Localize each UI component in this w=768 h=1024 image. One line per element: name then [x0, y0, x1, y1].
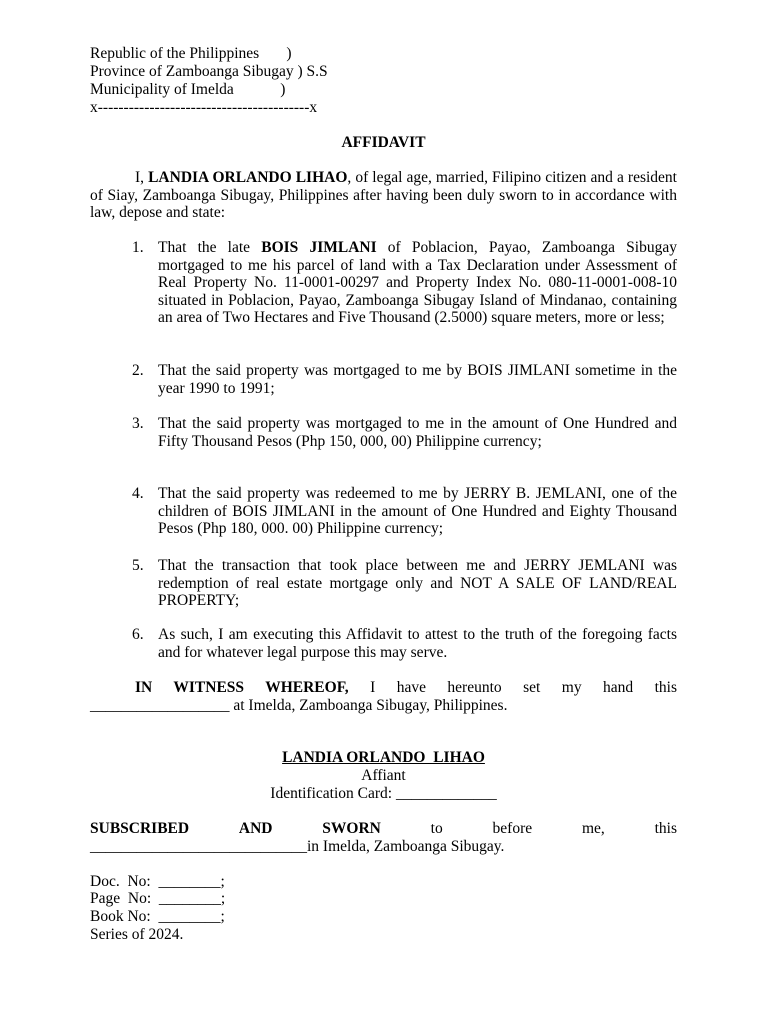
list-item-number: 4.	[132, 485, 144, 502]
list-item	[132, 239, 677, 327]
witness-line-2: __________________ at Imelda, Zamboanga Sibugay, Philippines.	[90, 697, 508, 714]
jurat-word: SUBSCRIBED	[90, 820, 190, 837]
book-no-line: Book No: ________;	[90, 908, 225, 925]
witness-line-1	[90, 679, 677, 697]
page-no-line: Page No: ________;	[90, 890, 226, 907]
affiant-label: Affiant	[361, 767, 406, 784]
intro-prefix: I,	[135, 169, 149, 186]
list-item-text: That the said property was mortgaged to me in the amount of One Hundred and Fifty Thousand Pesos (Php 150, 000, 00) Philippine currency;	[158, 415, 677, 450]
list-item-number: 6.	[132, 626, 144, 643]
list-item-text: That the said property was redeemed to me by JERRY B. JEMLANI, one of the children of BOIS JIMLANI in the amount of One Hundred and Eighty Thousand Pesos (Php 180, 000. 00) Philippine currency;	[158, 485, 677, 538]
affiant-name-intro: LANDIA ORLANDO LIHAO	[148, 169, 348, 186]
list-item	[132, 485, 677, 538]
venue-separator: x-----------------------------------------x	[90, 99, 318, 116]
jurat-word: me,	[581, 820, 605, 837]
list-item	[132, 415, 677, 450]
witness-text: I have hereunto set my hand this	[348, 679, 677, 696]
jurat-word: AND	[238, 820, 273, 837]
doc-no-line: Doc. No: ________;	[90, 873, 225, 890]
jurat-word: SWORN	[322, 820, 381, 837]
venue-line-3: Municipality of Imelda )	[90, 81, 286, 98]
intro-paragraph	[90, 169, 677, 222]
affiant-signature-name: LANDIA ORLANDO LIHAO	[282, 749, 485, 766]
list-item-bold: BOIS JIMLANI	[261, 239, 377, 256]
jurat-word: to	[430, 820, 443, 837]
list-item-text: As such, I am executing this Affidavit to attest to the truth of the foregoing facts and for whatever legal purpose this may serve.	[158, 626, 677, 661]
list-item-number: 2.	[132, 362, 144, 379]
jurat-line-1	[90, 820, 677, 838]
jurat-word: this	[654, 820, 677, 837]
document-title: AFFIDAVIT	[341, 134, 426, 151]
list-item	[132, 557, 677, 610]
list-item	[132, 362, 677, 397]
list-item-text: That the said property was mortgaged to me by BOIS JIMLANI sometime in the year 1990 to 1991;	[158, 362, 677, 397]
jurat-word: before	[492, 820, 533, 837]
venue-line-2: Province of Zamboanga Sibugay ) S.S	[90, 63, 328, 80]
identification-card-line: Identification Card: _____________	[270, 785, 497, 802]
list-item-number: 5.	[132, 557, 144, 574]
venue-line-1: Republic of the Philippines )	[90, 45, 292, 62]
list-item-text: That the transaction that took place between me and JERRY JEMLANI was redemption of real estate mortgage only and NOT A SALE OF LAND/REAL PROPERTY;	[158, 557, 677, 610]
witness-heading: IN WITNESS WHEREOF,	[135, 679, 349, 696]
intro-text: , of legal age, married, Filipino citizen and a resident of Siay, Zamboanga Sibugay, Philippines after having been duly sworn to in accordance with law, depose and state:	[90, 169, 677, 222]
list-item	[132, 626, 677, 661]
list-item-number: 1.	[132, 239, 144, 256]
list-item-text-pre: That the late	[158, 239, 262, 256]
list-item-text: of Poblacion, Payao, Zamboanga Sibugay mortgaged to me his parcel of land with a Tax Declaration under Assessment of Real Property No. 11-0001-00297 and Property Index No. 080-11-0001-008-10 situated in Poblacion, Payao, Zamboanga Sibugay Island of Mindanao, containing an area of Two Hectares and Five Thousand (2.5000) square meters, more or less;	[158, 239, 677, 327]
series-line: Series of 2024.	[90, 926, 184, 943]
list-item-number: 3.	[132, 415, 144, 432]
jurat-line-2: ____________________________in Imelda, Zamboanga Sibugay.	[90, 838, 505, 855]
